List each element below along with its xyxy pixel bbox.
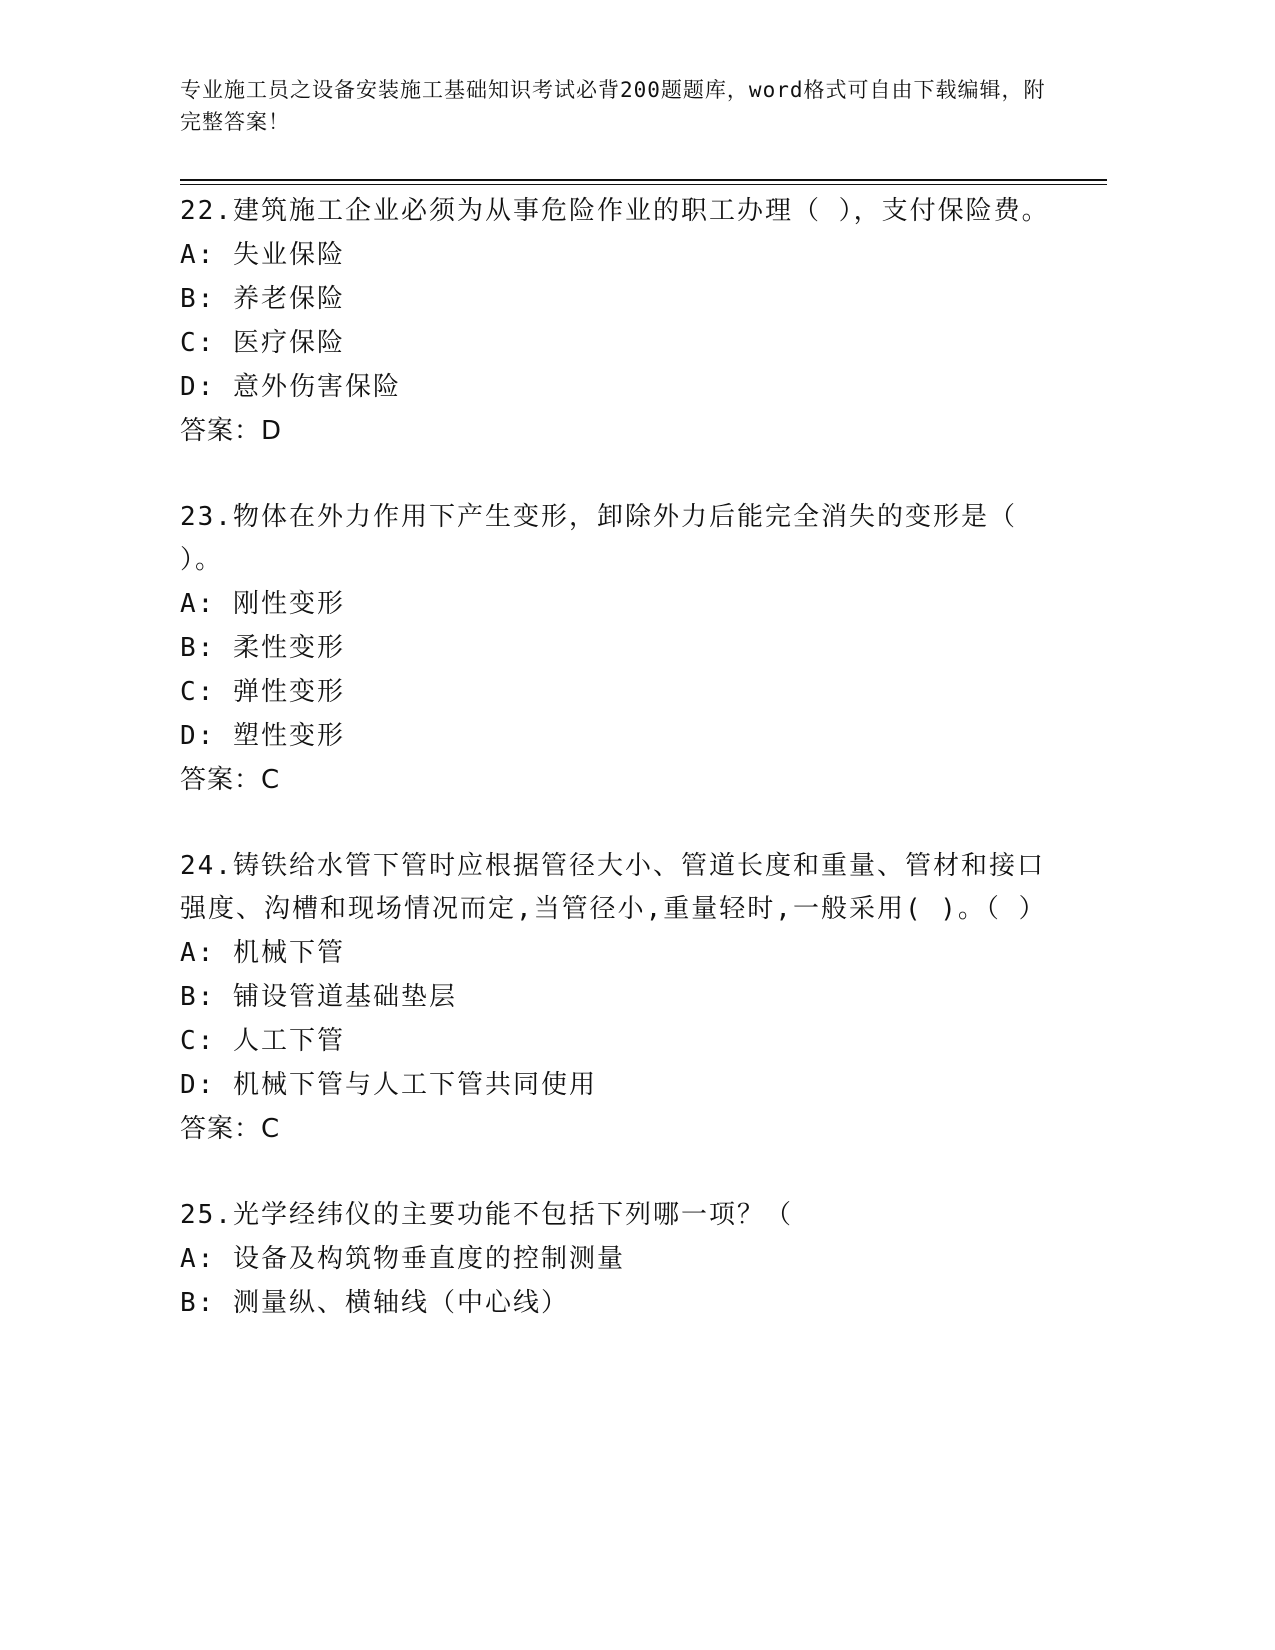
option-c: C: 医疗保险 bbox=[180, 328, 345, 358]
option-a: A: 机械下管 bbox=[180, 938, 345, 968]
answer-label: 答案：D bbox=[180, 416, 283, 446]
option-b: B: 测量纵、横轴线（中心线） bbox=[180, 1288, 569, 1318]
question-25 bbox=[180, 1194, 1060, 1325]
document-header bbox=[180, 74, 1060, 138]
answer-label: 答案：C bbox=[180, 1114, 281, 1144]
option-b: B: 柔性变形 bbox=[180, 633, 345, 663]
question-23 bbox=[180, 496, 1060, 802]
document-title: 专业施工员之设备安装施工基础知识考试必背200题题库，word格式可自由下载编辑，附完整答案！ bbox=[180, 78, 1046, 134]
option-d: D: 塑性变形 bbox=[180, 721, 345, 751]
option-a: A: 刚性变形 bbox=[180, 589, 345, 619]
header-divider-thick bbox=[180, 179, 1107, 181]
question-list bbox=[180, 190, 1060, 1325]
question-gap bbox=[180, 453, 1060, 496]
header-divider-thin bbox=[180, 184, 1107, 185]
question-stem: 23.物体在外力作用下产生变形，卸除外力后能完全消失的变形是（ ）。 bbox=[180, 502, 1017, 575]
option-c: C: 人工下管 bbox=[180, 1026, 345, 1056]
option-c: C: 弹性变形 bbox=[180, 677, 345, 707]
question-gap bbox=[180, 802, 1060, 845]
question-stem: 25.光学经纬仪的主要功能不包括下列哪一项？（ bbox=[180, 1200, 793, 1230]
option-a: A: 设备及构筑物垂直度的控制测量 bbox=[180, 1244, 625, 1274]
option-d: D: 机械下管与人工下管共同使用 bbox=[180, 1070, 597, 1100]
question-22 bbox=[180, 190, 1060, 453]
question-gap bbox=[180, 1151, 1060, 1194]
option-b: B: 铺设管道基础垫层 bbox=[180, 982, 457, 1012]
option-a: A: 失业保险 bbox=[180, 240, 345, 270]
question-24 bbox=[180, 845, 1060, 1151]
option-b: B: 养老保险 bbox=[180, 284, 345, 314]
question-stem: 24.铸铁给水管下管时应根据管径大小、管道长度和重量、管材和接口强度、沟槽和现场情况而定,当管径小,重量轻时,一般采用( )。（ ） bbox=[180, 851, 1047, 924]
question-stem: 22.建筑施工企业必须为从事危险作业的职工办理（ ），支付保险费。 bbox=[180, 196, 1050, 226]
option-d: D: 意外伤害保险 bbox=[180, 372, 401, 402]
answer-label: 答案：C bbox=[180, 765, 281, 795]
